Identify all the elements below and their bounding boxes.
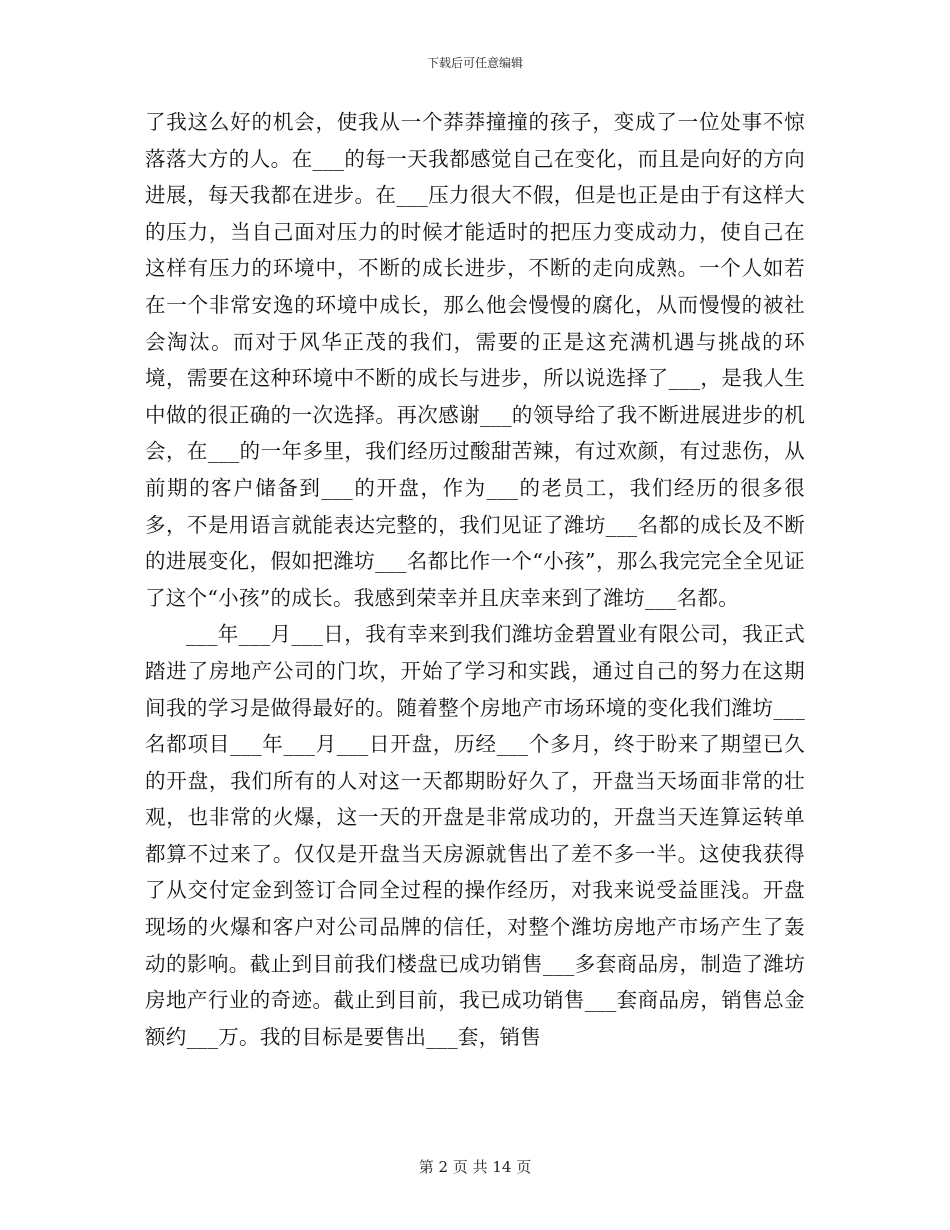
document-body (145, 104, 805, 1055)
page-header-note: 下载后可任意编辑 (426, 56, 523, 70)
paragraph-sales-experience: ___年___月___日，我有幸来到我们潍坊金碧置业有限公司，我正式踏进了房地产公司的门坎，开始了学习和实践，通过自己的努力在这期间我的学习是做得最好的。随着整个房地产市场环境的变化我们潍坊___名都项目___年___月___日开盘，历经___个多月，终于盼来了期望已久的开盘，我们所有的人对这一天都期盼好久了，开盘当天场面非常的壮观，也非常的火爆，这一天的开盘是非常成功的，开盘当天连算运转单都算不过来了。仅仅是开盘当天房源就售出了差不多一半。这使我获得了从交付定金到签订合同全过程的操作经历，对我来说受益匪浅。开盘现场的火爆和客户对公司品牌的信任，对整个潍坊房地产市场产生了轰动的影响。截止到目前我们楼盘已成功销售___多套商品房，制造了潍坊房地产行业的奇迹。截止到目前，我已成功销售___套商品房，销售总金额约___万。我的目标是要售出___套，销售 (145, 622, 805, 1049)
page-number-footer: 第 2 页 共 14 页 (418, 1158, 532, 1176)
paragraph-continuation: 了我这么好的机会，使我从一个莽莽撞撞的孩子，变成了一位处事不惊落落大方的人。在___的每一天我都感觉自己在变化，而且是向好的方向进展，每天我都在进步。在___压力很大不假，但是也正是由于有这样大的压力，当自己面对压力的时候才能适时的把压力变成动力，使自己在这样有压力的环境中，不断的成长进步，不断的走向成熟。一个人如若在一个非常安逸的环境中成长，那么他会慢慢的腐化，从而慢慢的被社会淘汰。而对于风华正茂的我们，需要的正是这充满机遇与挑战的环境，需要在这种环境中不断的成长与进步，所以说选择了___，是我人生中做的很正确的一次选择。再次感谢___的领导给了我不断进展进步的机会，在___的一年多里，我们经历过酸甜苦辣，有过欢颜，有过悲伤，从前期的客户储备到___的开盘，作为___的老员工，我们经历的很多很多，不是用语言就能表达完整的，我们见证了潍坊___名都的成长及不断的进展变化，假如把潍坊___名都比作一个“小孩”，那么我完完全全见证了这个“小孩”的成长。我感到荣幸并且庆幸来到了潍坊___名都。 (145, 110, 805, 610)
